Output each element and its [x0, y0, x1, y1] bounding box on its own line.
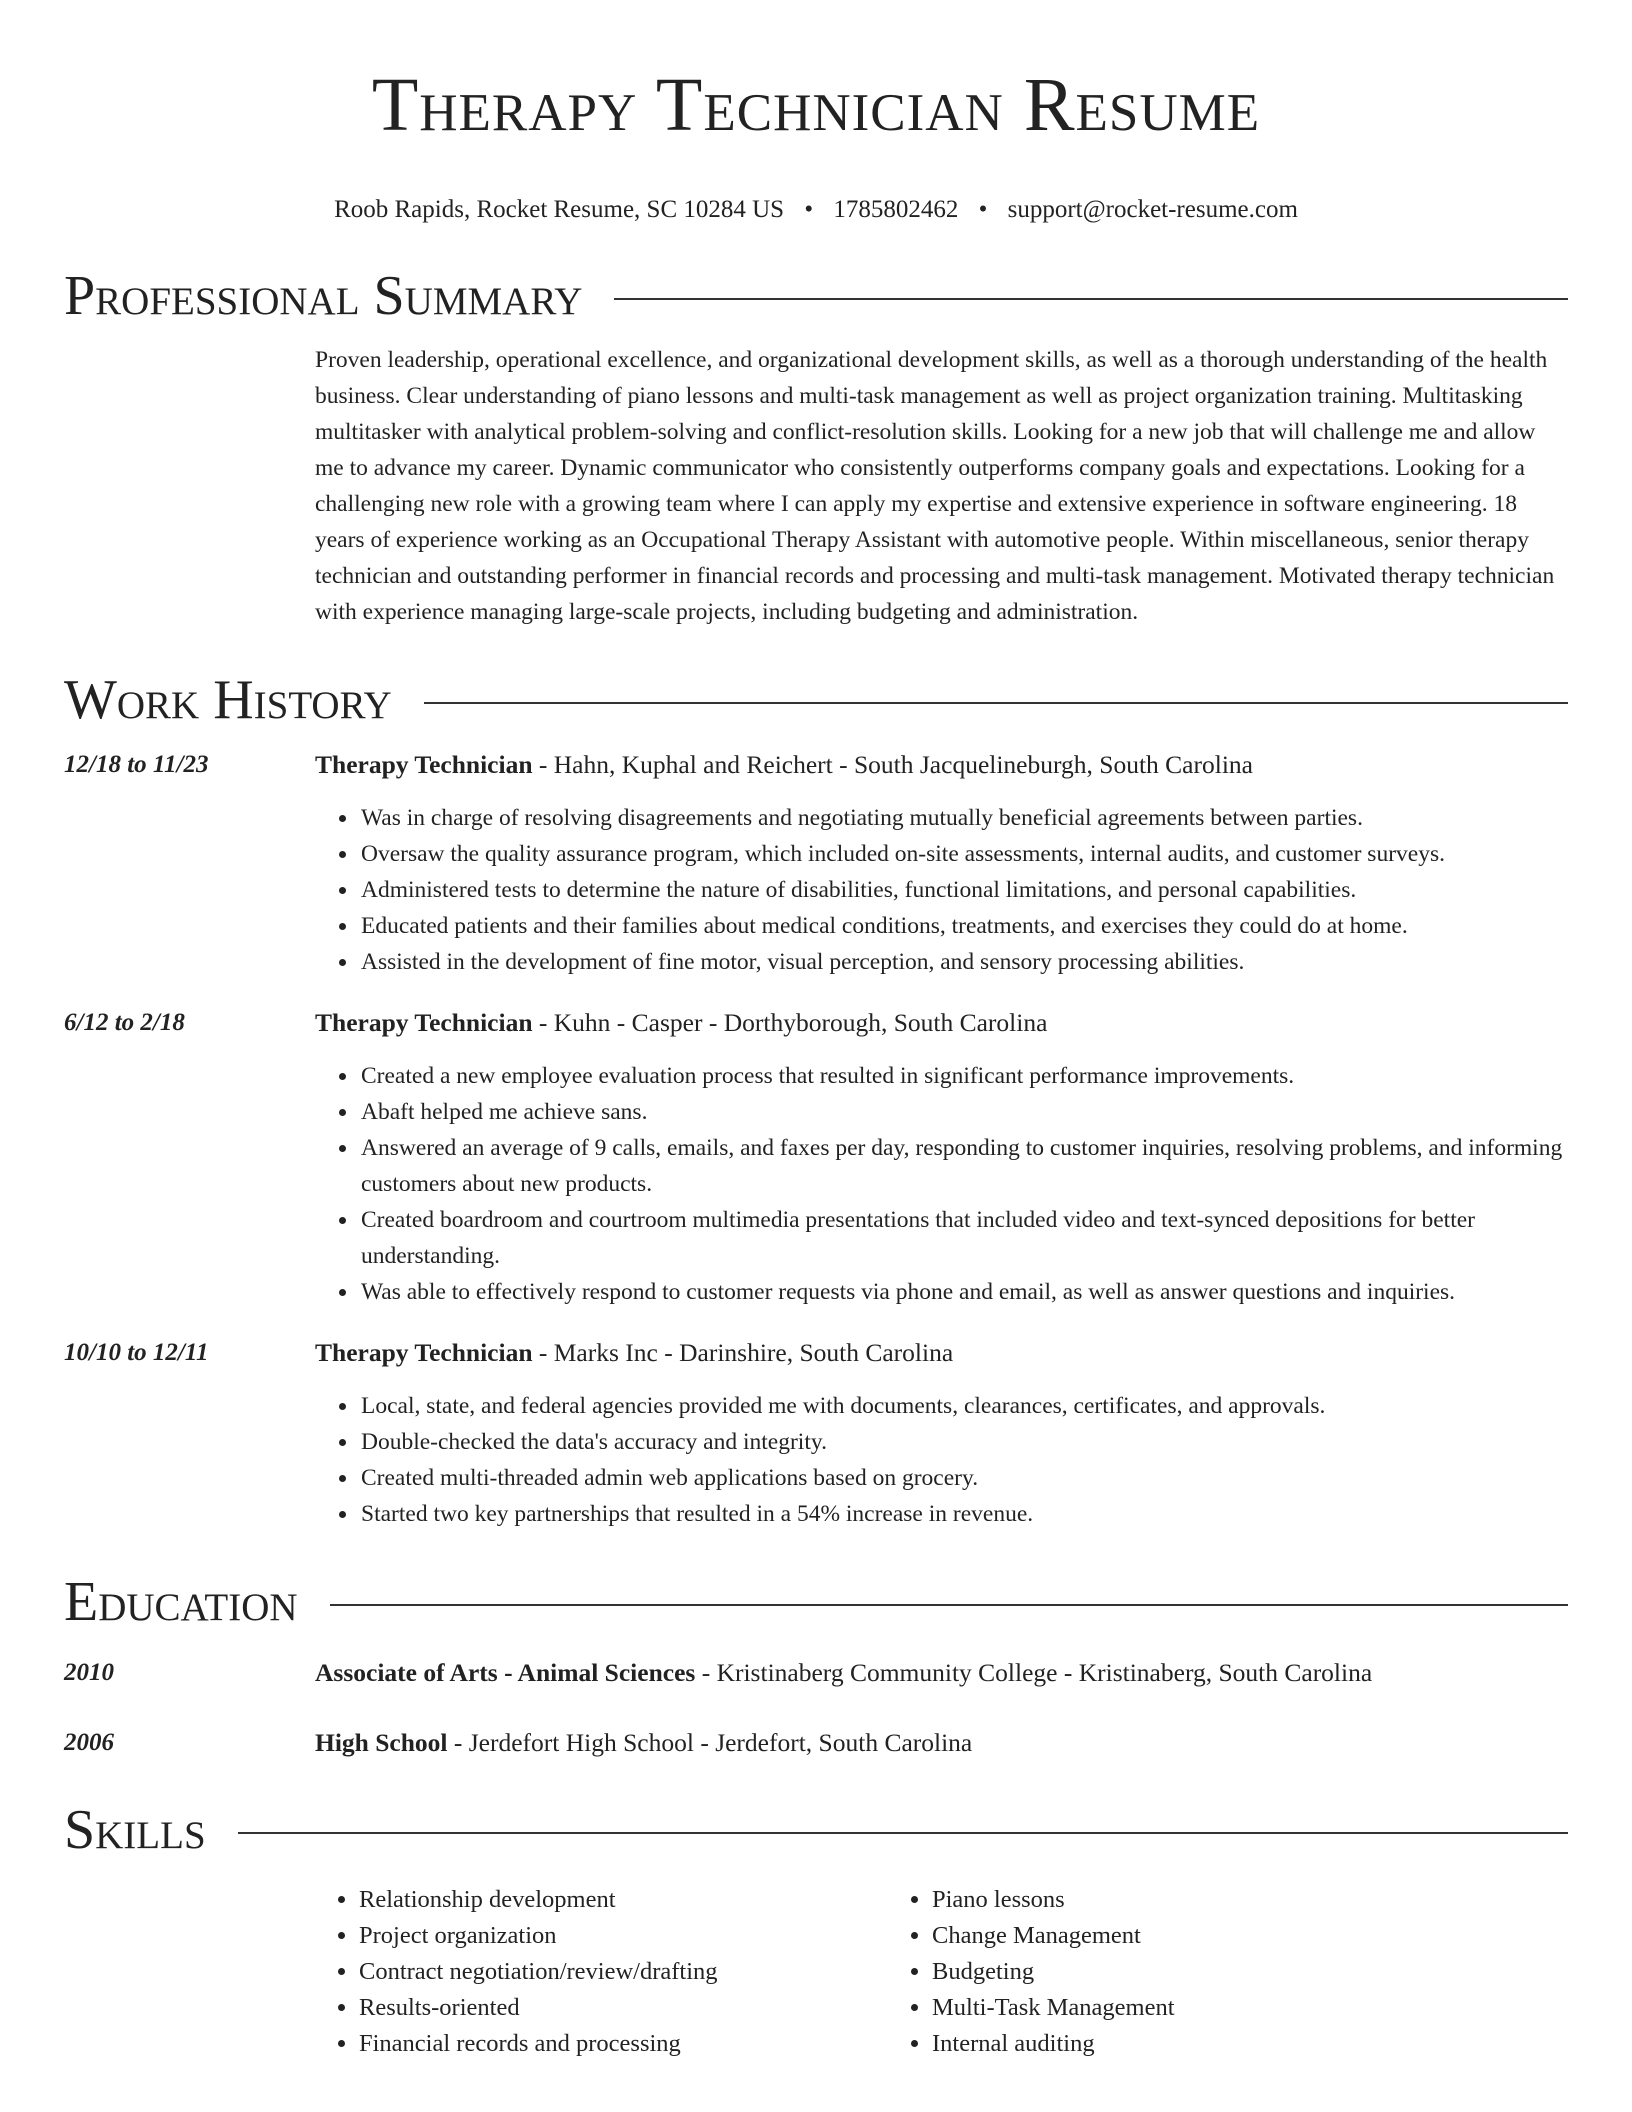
skill-item: • Contract negotiation/review/drafting — [359, 1954, 888, 1990]
summary-section-header — [64, 262, 1568, 330]
job-bullet: • Oversaw the quality assurance program, which included on-site assessments, internal audits, and customer surveys. — [359, 836, 1568, 872]
skills-heading: Skills — [64, 1799, 206, 1861]
job-title: Therapy Technician — [315, 750, 533, 779]
job-entry — [64, 1336, 1568, 1532]
job-heading — [315, 1336, 1568, 1370]
skills-list — [64, 1882, 1568, 2062]
education-degree: High School — [315, 1728, 448, 1757]
job-bullet: • Created a new employee evaluation process that resulted in significant performance improvements. — [359, 1058, 1568, 1094]
summary-text: Proven leadership, operational excellence, and organizational development skills, as well as a thorough understanding of the health business. Clear understanding of piano lessons and multi-task management as well as project organization training. Multitasking multitasker with analytical problem-solving and conflict-resolution skills. Looking for a new job that will challenge me and allow me to advance my career. Dynamic communicator who consistently outperforms company goals and expectations. Looking for a challenging new role with a growing team where I can apply my expertise and extensive experience in software engineering. 18 years of experience working as an Occupational Therapy Assistant with automotive people. Within miscellaneous, senior therapy technician and outstanding performer in financial records and processing and multi-task management. Motivated therapy technician with experience managing large-scale projects, including budgeting and administration. — [315, 347, 1555, 625]
job-bullet: • Was able to effectively respond to customer requests via phone and email, as well as answer questions and inquiries. — [359, 1274, 1568, 1310]
education-details: - Kristinaberg Community College - Kristinaberg, South Carolina — [695, 1658, 1373, 1687]
job-entry — [64, 748, 1568, 980]
education-entry — [64, 1726, 1568, 1760]
job-bullet: • Administered tests to determine the nature of disabilities, functional limitations, and personal capabilities. — [359, 872, 1568, 908]
job-details: - Marks Inc - Darinshire, South Carolina — [532, 1338, 954, 1367]
job-bullet: • Answered an average of 9 calls, emails, and faxes per day, responding to customer inquiries, resolving problems, and informing customers about new products. — [359, 1130, 1568, 1202]
job-bullet: • Created boardroom and courtroom multimedia presentations that included video and text-synced depositions for better understanding. — [359, 1202, 1568, 1274]
job-heading — [315, 1006, 1568, 1040]
job-bullets — [315, 800, 1568, 980]
education-line — [315, 1656, 1568, 1690]
contact-separator: • — [804, 196, 814, 223]
job-entry — [64, 1006, 1568, 1310]
job-details: - Kuhn - Casper - Dorthyborough, South Carolina — [532, 1008, 1048, 1037]
skill-item: • Results-oriented — [359, 1990, 888, 2026]
education-degree: Associate of Arts - Animal Sciences — [315, 1658, 696, 1687]
job-dates: 10/10 to 12/11 — [64, 1339, 209, 1366]
education-section-header — [64, 1568, 1568, 1636]
summary-heading: Professional Summary — [64, 265, 583, 327]
skill-item: • Internal auditing — [932, 2026, 1461, 2062]
skills-column-left — [315, 1882, 888, 2062]
resume-title: Therapy Technician Resume — [371, 63, 1261, 147]
section-divider — [238, 1832, 1568, 1834]
skill-item: • Project organization — [359, 1918, 888, 1954]
job-heading — [315, 748, 1568, 782]
skills-section-header — [64, 1796, 1568, 1864]
job-bullet: • Started two key partnerships that resulted in a 54% increase in revenue. — [359, 1496, 1568, 1532]
job-dates: 6/12 to 2/18 — [64, 1009, 185, 1036]
job-bullet: • Was in charge of resolving disagreements and negotiating mutually beneficial agreements between parties. — [359, 800, 1568, 836]
skill-item: • Piano lessons — [932, 1882, 1461, 1918]
job-dates: 12/18 to 11/23 — [64, 751, 209, 778]
skill-item: • Budgeting — [932, 1954, 1461, 1990]
education-year: 2010 — [64, 1659, 114, 1686]
education-entry — [64, 1656, 1568, 1690]
skills-left-spacer — [64, 1882, 315, 2062]
summary-left-spacer — [64, 342, 315, 630]
job-bullets — [315, 1388, 1568, 1532]
job-bullets — [315, 1058, 1568, 1310]
skills-column-right — [888, 1882, 1461, 2062]
skill-item: • Relationship development — [359, 1882, 888, 1918]
job-bullet: • Double-checked the data's accuracy and integrity. — [359, 1424, 1568, 1460]
job-bullet: • Abaft helped me achieve sans. — [359, 1094, 1568, 1130]
skill-item: • Financial records and processing — [359, 2026, 888, 2062]
job-title: Therapy Technician — [315, 1338, 533, 1367]
contact-email: support@rocket-resume.com — [1007, 196, 1298, 223]
education-line — [315, 1726, 1568, 1760]
job-title: Therapy Technician — [315, 1008, 533, 1037]
summary-row — [64, 342, 1568, 630]
contact-line — [64, 194, 1568, 226]
skill-item: • Multi-Task Management — [932, 1990, 1461, 2026]
education-details: - Jerdefort High School - Jerdefort, South Carolina — [447, 1728, 973, 1757]
skill-item: • Change Management — [932, 1918, 1461, 1954]
contact-address: Roob Rapids, Rocket Resume, SC 10284 US — [334, 196, 785, 223]
job-bullet: • Educated patients and their families about medical conditions, treatments, and exercises they could do at home. — [359, 908, 1568, 944]
education-year: 2006 — [64, 1729, 114, 1756]
section-divider — [330, 1604, 1568, 1606]
job-bullet: • Local, state, and federal agencies provided me with documents, clearances, certificates, and approvals. — [359, 1388, 1568, 1424]
job-bullet: • Assisted in the development of fine motor, visual perception, and sensory processing abilities. — [359, 944, 1568, 980]
education-heading: Education — [64, 1571, 298, 1633]
job-details: - Hahn, Kuphal and Reichert - South Jacquelineburgh, South Carolina — [532, 750, 1253, 779]
job-bullet: • Created multi-threaded admin web applications based on grocery. — [359, 1460, 1568, 1496]
work-section-header — [64, 666, 1568, 734]
section-divider — [614, 298, 1568, 300]
contact-phone: 1785802462 — [833, 196, 959, 223]
section-divider — [424, 702, 1568, 704]
contact-separator: • — [978, 196, 988, 223]
work-heading: Work History — [64, 669, 392, 731]
